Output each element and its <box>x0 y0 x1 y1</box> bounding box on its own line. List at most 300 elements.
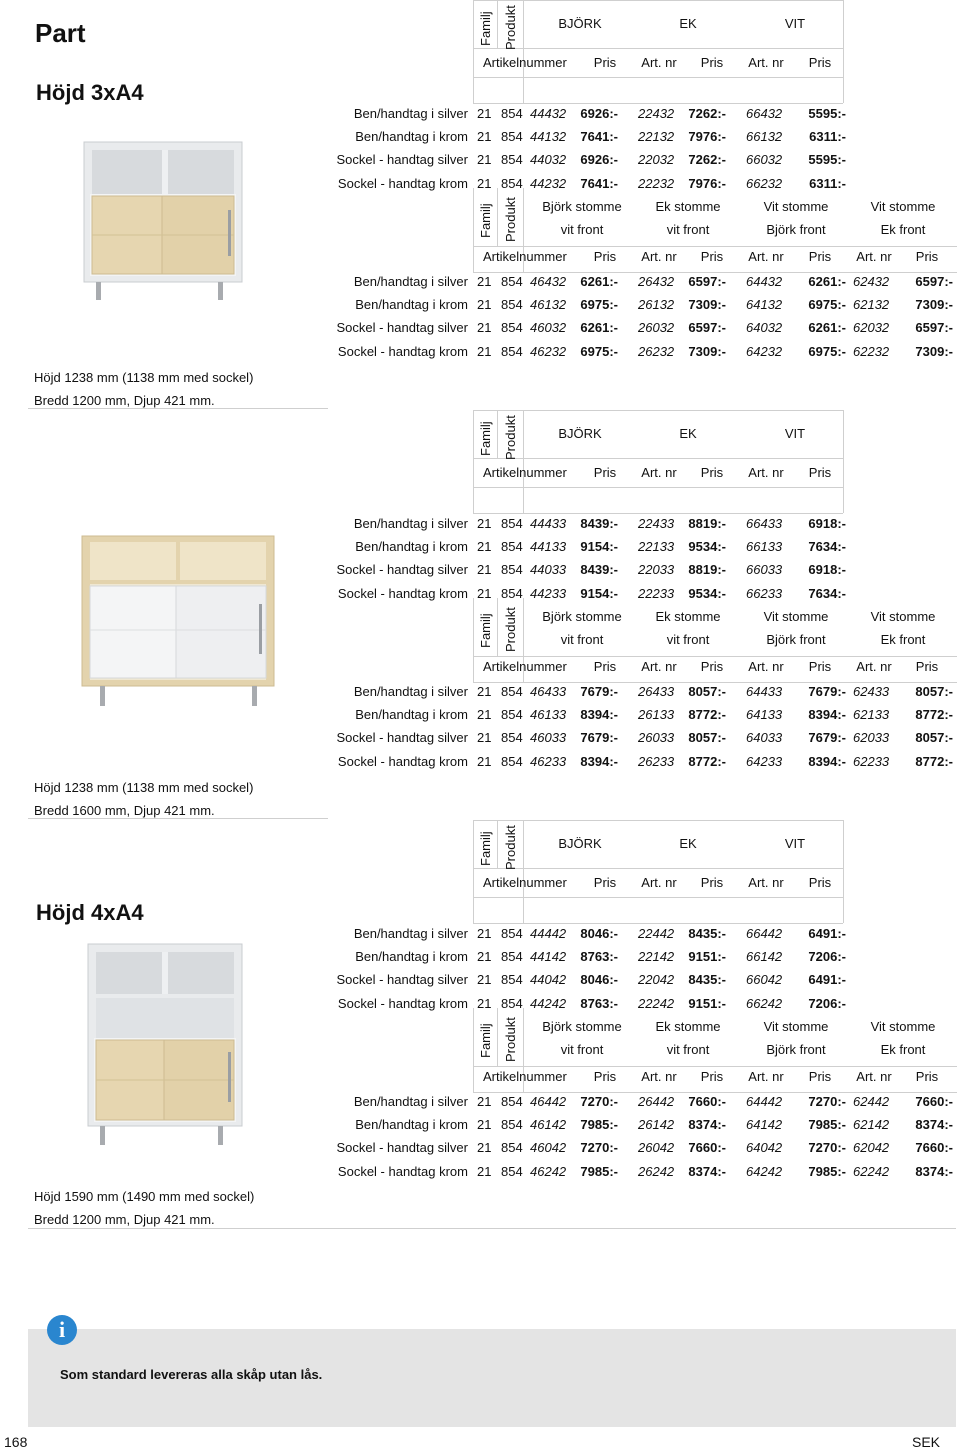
sub-header: Art. nr <box>856 659 892 674</box>
row-label: Sockel - handtag silver <box>336 320 468 336</box>
table-border <box>473 923 843 924</box>
price: 8819:- <box>688 562 726 578</box>
sub-header: Art. nr <box>748 465 784 480</box>
familj-value: 21 <box>477 320 492 336</box>
article-number: 46242 <box>530 1163 567 1179</box>
column-header-familj: Familj <box>478 203 493 238</box>
table-border <box>473 458 843 459</box>
frame-header: Vit stomme <box>763 199 829 214</box>
produkt-value: 854 <box>501 585 523 601</box>
article-number: 66033 <box>746 562 783 578</box>
front-header: vit front <box>666 632 710 647</box>
color-header: BJÖRK <box>558 16 602 31</box>
price: 7309:- <box>688 297 726 313</box>
price: 6918:- <box>808 516 846 531</box>
article-number: 64242 <box>746 1163 783 1179</box>
row-label: Ben/handtag i krom <box>355 949 468 965</box>
front-header: vit front <box>560 1042 604 1057</box>
front-header: Björk front <box>766 1042 826 1057</box>
article-number: 62142 <box>853 1117 890 1133</box>
row-label: Sockel - handtag krom <box>337 995 468 1011</box>
produkt-value: 854 <box>501 753 523 769</box>
table-border <box>473 487 843 488</box>
table-border <box>473 103 843 104</box>
familj-value: 21 <box>477 562 492 578</box>
familj-value: 21 <box>477 926 492 941</box>
price: 8394:- <box>580 753 618 769</box>
sub-header: Art. nr <box>641 249 677 264</box>
produkt-value: 854 <box>501 562 523 578</box>
price: 6311:- <box>809 175 846 191</box>
frame-header: Vit stomme <box>763 1019 829 1034</box>
price: 6975:- <box>808 343 846 359</box>
article-number: 64132 <box>746 297 783 313</box>
price: 8374:- <box>688 1163 726 1179</box>
produkt-value: 854 <box>501 152 523 168</box>
frame-header: Björk stomme <box>542 609 622 624</box>
table-border <box>473 0 474 103</box>
article-number: 66032 <box>746 152 783 168</box>
article-number: 22232 <box>638 175 675 191</box>
table-border <box>497 188 498 246</box>
produkt-value: 854 <box>501 539 523 555</box>
price: 6597:- <box>688 274 726 289</box>
article-number: 46433 <box>530 684 567 699</box>
article-number: 44442 <box>530 926 567 941</box>
frame-header: Ek stomme <box>655 609 721 624</box>
article-number: 64133 <box>746 707 783 723</box>
price: 8374:- <box>915 1117 953 1133</box>
price: 8046:- <box>580 972 618 988</box>
table-border <box>497 0 498 48</box>
produkt-value: 854 <box>501 274 523 289</box>
familj-value: 21 <box>477 274 492 289</box>
sub-header: Pris <box>915 659 939 674</box>
article-number: 62232 <box>853 343 890 359</box>
price: 6261:- <box>580 274 618 289</box>
article-number: 64442 <box>746 1094 783 1109</box>
article-number: 64433 <box>746 684 783 699</box>
row-label: Ben/handtag i krom <box>355 297 468 313</box>
produkt-value: 854 <box>501 1140 523 1156</box>
price: 6926:- <box>580 106 618 121</box>
column-header-produkt: Produkt <box>503 197 518 242</box>
article-number: 26142 <box>638 1117 675 1133</box>
familj-value: 21 <box>477 1117 492 1133</box>
article-number: 64033 <box>746 730 783 746</box>
article-number: 22133 <box>638 539 675 555</box>
price: 8435:- <box>688 972 726 988</box>
article-number: 62233 <box>853 753 890 769</box>
produkt-value: 854 <box>501 707 523 723</box>
table-border <box>497 410 498 458</box>
article-number: 64233 <box>746 753 783 769</box>
article-number: 26133 <box>638 707 675 723</box>
front-header: vit front <box>560 632 604 647</box>
sub-header: Pris <box>593 1069 617 1084</box>
price: 7309:- <box>688 343 726 359</box>
table-border <box>473 188 474 272</box>
row-label: Ben/handtag i krom <box>355 707 468 723</box>
dimension-size: Bredd 1200 mm, Djup 421 mm. <box>34 1212 215 1227</box>
sub-header: Pris <box>808 55 832 70</box>
article-number: 26232 <box>638 343 675 359</box>
price: 7660:- <box>688 1140 726 1156</box>
sub-header: Pris <box>593 55 617 70</box>
price: 6491:- <box>808 926 846 941</box>
price: 7641:- <box>580 175 618 191</box>
article-number: 44433 <box>530 516 567 531</box>
article-number: 44042 <box>530 972 567 988</box>
article-number: 26233 <box>638 753 675 769</box>
column-header-familj: Familj <box>478 11 493 46</box>
sub-header: Art. nr <box>748 1069 784 1084</box>
produkt-value: 854 <box>501 106 523 121</box>
price: 8394:- <box>808 753 846 769</box>
familj-value: 21 <box>477 343 492 359</box>
produkt-value: 854 <box>501 297 523 313</box>
article-number: 64232 <box>746 343 783 359</box>
table-border <box>473 1008 474 1092</box>
currency-label: SEK <box>912 1434 941 1450</box>
article-number: 22242 <box>638 995 675 1011</box>
color-header: VIT <box>784 16 806 31</box>
price: 7660:- <box>915 1140 953 1156</box>
price: 8046:- <box>580 926 618 941</box>
table-border <box>473 410 474 513</box>
frame-header: Ek stomme <box>655 1019 721 1034</box>
article-number: 44132 <box>530 129 567 145</box>
article-number: 62442 <box>853 1094 890 1109</box>
table-border <box>523 0 524 103</box>
color-header: EK <box>679 836 697 851</box>
sub-header: Pris <box>915 249 939 264</box>
article-number: 44033 <box>530 562 567 578</box>
price: 7679:- <box>580 684 618 699</box>
article-number: 46042 <box>530 1140 567 1156</box>
column-header-produkt: Produkt <box>503 5 518 50</box>
dimension-size: Bredd 1600 mm, Djup 421 mm. <box>34 803 215 818</box>
sub-header: Pris <box>808 875 832 890</box>
produkt-value: 854 <box>501 1117 523 1133</box>
price: 6926:- <box>580 152 618 168</box>
frame-header: Vit stomme <box>870 199 936 214</box>
article-number: 22433 <box>638 516 675 531</box>
dimension-size: Bredd 1200 mm, Djup 421 mm. <box>34 393 215 408</box>
sub-header: Pris <box>593 249 617 264</box>
color-header: VIT <box>784 426 806 441</box>
color-header: EK <box>679 16 697 31</box>
produkt-value: 854 <box>501 129 523 145</box>
price: 8772:- <box>915 753 953 769</box>
cabinet-image-4xa4-1200 <box>82 942 248 1147</box>
front-header: vit front <box>560 222 604 237</box>
article-number: 66242 <box>746 995 783 1011</box>
column-header-produkt: Produkt <box>503 415 518 460</box>
article-number: 44233 <box>530 585 567 601</box>
price: 7679:- <box>808 730 846 746</box>
familj-value: 21 <box>477 152 492 168</box>
familj-value: 21 <box>477 516 492 531</box>
front-header: Ek front <box>880 1042 926 1057</box>
price: 7309:- <box>915 343 953 359</box>
price: 7660:- <box>688 1094 726 1109</box>
price: 9154:- <box>580 539 618 555</box>
price: 6597:- <box>915 320 953 336</box>
article-number: 26032 <box>638 320 675 336</box>
price: 8439:- <box>580 562 618 578</box>
sub-header: Art. nr <box>748 659 784 674</box>
column-header-familj: Familj <box>478 421 493 456</box>
produkt-value: 854 <box>501 926 523 941</box>
column-header-artikelnummer: Artikelnummer <box>483 659 567 674</box>
familj-value: 21 <box>477 972 492 988</box>
row-label: Ben/handtag i silver <box>353 1094 468 1109</box>
article-number: 62242 <box>853 1163 890 1179</box>
article-number: 46432 <box>530 274 567 289</box>
familj-value: 21 <box>477 585 492 601</box>
color-header: EK <box>679 426 697 441</box>
row-label: Ben/handtag i silver <box>353 274 468 289</box>
table-border <box>473 1066 957 1067</box>
article-number: 66442 <box>746 926 783 941</box>
familj-value: 21 <box>477 539 492 555</box>
price: 7270:- <box>580 1094 618 1109</box>
frame-header: Vit stomme <box>870 609 936 624</box>
price: 9154:- <box>580 585 618 601</box>
familj-value: 21 <box>477 175 492 191</box>
table-border <box>473 48 843 49</box>
table-border <box>473 272 957 273</box>
article-number: 44242 <box>530 995 567 1011</box>
price: 8057:- <box>915 730 953 746</box>
color-header: BJÖRK <box>558 836 602 851</box>
article-number: 62432 <box>853 274 890 289</box>
sub-header: Pris <box>700 659 724 674</box>
sub-header: Art. nr <box>748 875 784 890</box>
price: 7262:- <box>688 106 726 121</box>
price: 7206:- <box>808 995 846 1011</box>
article-number: 22132 <box>638 129 675 145</box>
table-border <box>473 897 843 898</box>
article-number: 44032 <box>530 152 567 168</box>
sub-header: Art. nr <box>641 1069 677 1084</box>
price: 9151:- <box>688 995 726 1011</box>
produkt-value: 854 <box>501 320 523 336</box>
price: 9151:- <box>688 949 726 965</box>
price: 6597:- <box>915 274 953 289</box>
row-label: Sockel - handtag silver <box>336 562 468 578</box>
table-border <box>473 820 843 821</box>
row-label: Ben/handtag i silver <box>353 926 468 941</box>
article-number: 62032 <box>853 320 890 336</box>
article-number: 46233 <box>530 753 567 769</box>
price: 6491:- <box>808 972 846 988</box>
color-header: VIT <box>784 836 806 851</box>
table-border <box>497 1008 498 1066</box>
table-border <box>473 513 843 514</box>
table-border <box>473 682 957 683</box>
article-number: 66133 <box>746 539 783 555</box>
article-number: 26033 <box>638 730 675 746</box>
familj-value: 21 <box>477 1140 492 1156</box>
familj-value: 21 <box>477 129 492 145</box>
price: 8057:- <box>688 730 726 746</box>
row-label: Sockel - handtag krom <box>337 175 468 191</box>
price: 6975:- <box>808 297 846 313</box>
price: 8763:- <box>580 949 618 965</box>
produkt-value: 854 <box>501 343 523 359</box>
article-number: 66232 <box>746 175 783 191</box>
price: 8374:- <box>688 1117 726 1133</box>
familj-value: 21 <box>477 753 492 769</box>
row-label: Ben/handtag i krom <box>355 1117 468 1133</box>
article-number: 22442 <box>638 926 675 941</box>
table-border <box>523 410 524 513</box>
column-header-familj: Familj <box>478 831 493 866</box>
article-number: 26433 <box>638 684 675 699</box>
table-border <box>523 820 524 923</box>
article-number: 66233 <box>746 585 783 601</box>
dimension-height: Höjd 1590 mm (1490 mm med sockel) <box>34 1189 255 1204</box>
sub-header: Art. nr <box>641 465 677 480</box>
article-number: 66433 <box>746 516 783 531</box>
row-label: Sockel - handtag silver <box>336 972 468 988</box>
price: 7985:- <box>580 1117 618 1133</box>
sub-header: Art. nr <box>641 875 677 890</box>
table-border <box>843 410 844 513</box>
sub-header: Pris <box>700 465 724 480</box>
price: 7270:- <box>580 1140 618 1156</box>
familj-value: 21 <box>477 106 492 121</box>
sub-header: Pris <box>808 249 832 264</box>
price: 6261:- <box>808 320 846 336</box>
article-number: 46142 <box>530 1117 567 1133</box>
familj-value: 21 <box>477 1163 492 1179</box>
cabinet-image-3xa4-1200 <box>78 140 248 302</box>
article-number: 46032 <box>530 320 567 336</box>
row-label: Ben/handtag i silver <box>353 516 468 531</box>
sub-header: Pris <box>808 465 832 480</box>
price: 7985:- <box>808 1163 846 1179</box>
section-heading-4xa4: Höjd 4xA4 <box>36 900 144 925</box>
front-header: Ek front <box>880 632 926 647</box>
price: 9534:- <box>688 585 726 601</box>
price: 7270:- <box>808 1094 846 1109</box>
produkt-value: 854 <box>501 949 523 965</box>
price: 6311:- <box>809 129 846 145</box>
price: 7976:- <box>688 129 726 145</box>
price: 8763:- <box>580 995 618 1011</box>
front-header: Björk front <box>766 222 826 237</box>
row-label: Sockel - handtag silver <box>336 730 468 746</box>
article-number: 64032 <box>746 320 783 336</box>
price: 8374:- <box>915 1163 953 1179</box>
price: 5595:- <box>808 152 846 168</box>
price: 8057:- <box>915 684 953 699</box>
article-number: 46033 <box>530 730 567 746</box>
dimension-height: Höjd 1238 mm (1138 mm med sockel) <box>34 780 254 795</box>
frame-header: Vit stomme <box>870 1019 936 1034</box>
price: 6261:- <box>808 274 846 289</box>
sub-header: Pris <box>915 1069 939 1084</box>
sub-header: Art. nr <box>748 249 784 264</box>
row-label: Sockel - handtag silver <box>336 152 468 168</box>
price: 7309:- <box>915 297 953 313</box>
article-number: 66142 <box>746 949 783 965</box>
frame-header: Vit stomme <box>763 609 829 624</box>
familj-value: 21 <box>477 1094 492 1109</box>
article-number: 62433 <box>853 684 890 699</box>
article-number: 62132 <box>853 297 890 313</box>
sub-header: Art. nr <box>641 55 677 70</box>
price: 8772:- <box>688 707 726 723</box>
sub-header: Art. nr <box>856 1069 892 1084</box>
familj-value: 21 <box>477 949 492 965</box>
sub-header: Pris <box>808 659 832 674</box>
article-number: 64142 <box>746 1117 783 1133</box>
price: 7985:- <box>580 1163 618 1179</box>
article-number: 64042 <box>746 1140 783 1156</box>
info-icon: i <box>47 1315 77 1345</box>
sub-header: Pris <box>593 875 617 890</box>
article-number: 46442 <box>530 1094 567 1109</box>
price: 8057:- <box>688 684 726 699</box>
table-border <box>473 0 843 1</box>
article-number: 46232 <box>530 343 567 359</box>
article-number: 44142 <box>530 949 567 965</box>
table-border <box>473 1092 957 1093</box>
produkt-value: 854 <box>501 730 523 746</box>
table-border <box>497 820 498 868</box>
article-number: 66132 <box>746 129 783 145</box>
familj-value: 21 <box>477 707 492 723</box>
produkt-value: 854 <box>501 684 523 699</box>
article-number: 46133 <box>530 707 567 723</box>
article-number: 22142 <box>638 949 675 965</box>
price: 7270:- <box>808 1140 846 1156</box>
table-border <box>473 77 843 78</box>
table-border <box>843 820 844 923</box>
page-title: Part <box>35 18 86 48</box>
produkt-value: 854 <box>501 972 523 988</box>
article-number: 64432 <box>746 274 783 289</box>
article-number: 66432 <box>746 106 783 121</box>
price: 7679:- <box>580 730 618 746</box>
price: 7679:- <box>808 684 846 699</box>
table-border <box>473 820 474 923</box>
column-header-produkt: Produkt <box>503 1017 518 1062</box>
color-header: BJÖRK <box>558 426 602 441</box>
price: 7641:- <box>580 129 618 145</box>
article-number: 22233 <box>638 585 675 601</box>
row-label: Ben/handtag i krom <box>355 539 468 555</box>
frame-header: Ek stomme <box>655 199 721 214</box>
article-number: 22033 <box>638 562 675 578</box>
price: 6261:- <box>580 320 618 336</box>
sub-header: Pris <box>808 1069 832 1084</box>
column-header-produkt: Produkt <box>503 607 518 652</box>
price: 7634:- <box>808 539 846 555</box>
column-header-familj: Familj <box>478 613 493 648</box>
article-number: 62033 <box>853 730 890 746</box>
price: 8439:- <box>580 516 618 531</box>
sub-header: Pris <box>700 1069 724 1084</box>
page-number: 168 <box>4 1434 28 1450</box>
sub-header: Pris <box>593 659 617 674</box>
sub-header: Pris <box>700 249 724 264</box>
table-border <box>497 598 498 656</box>
